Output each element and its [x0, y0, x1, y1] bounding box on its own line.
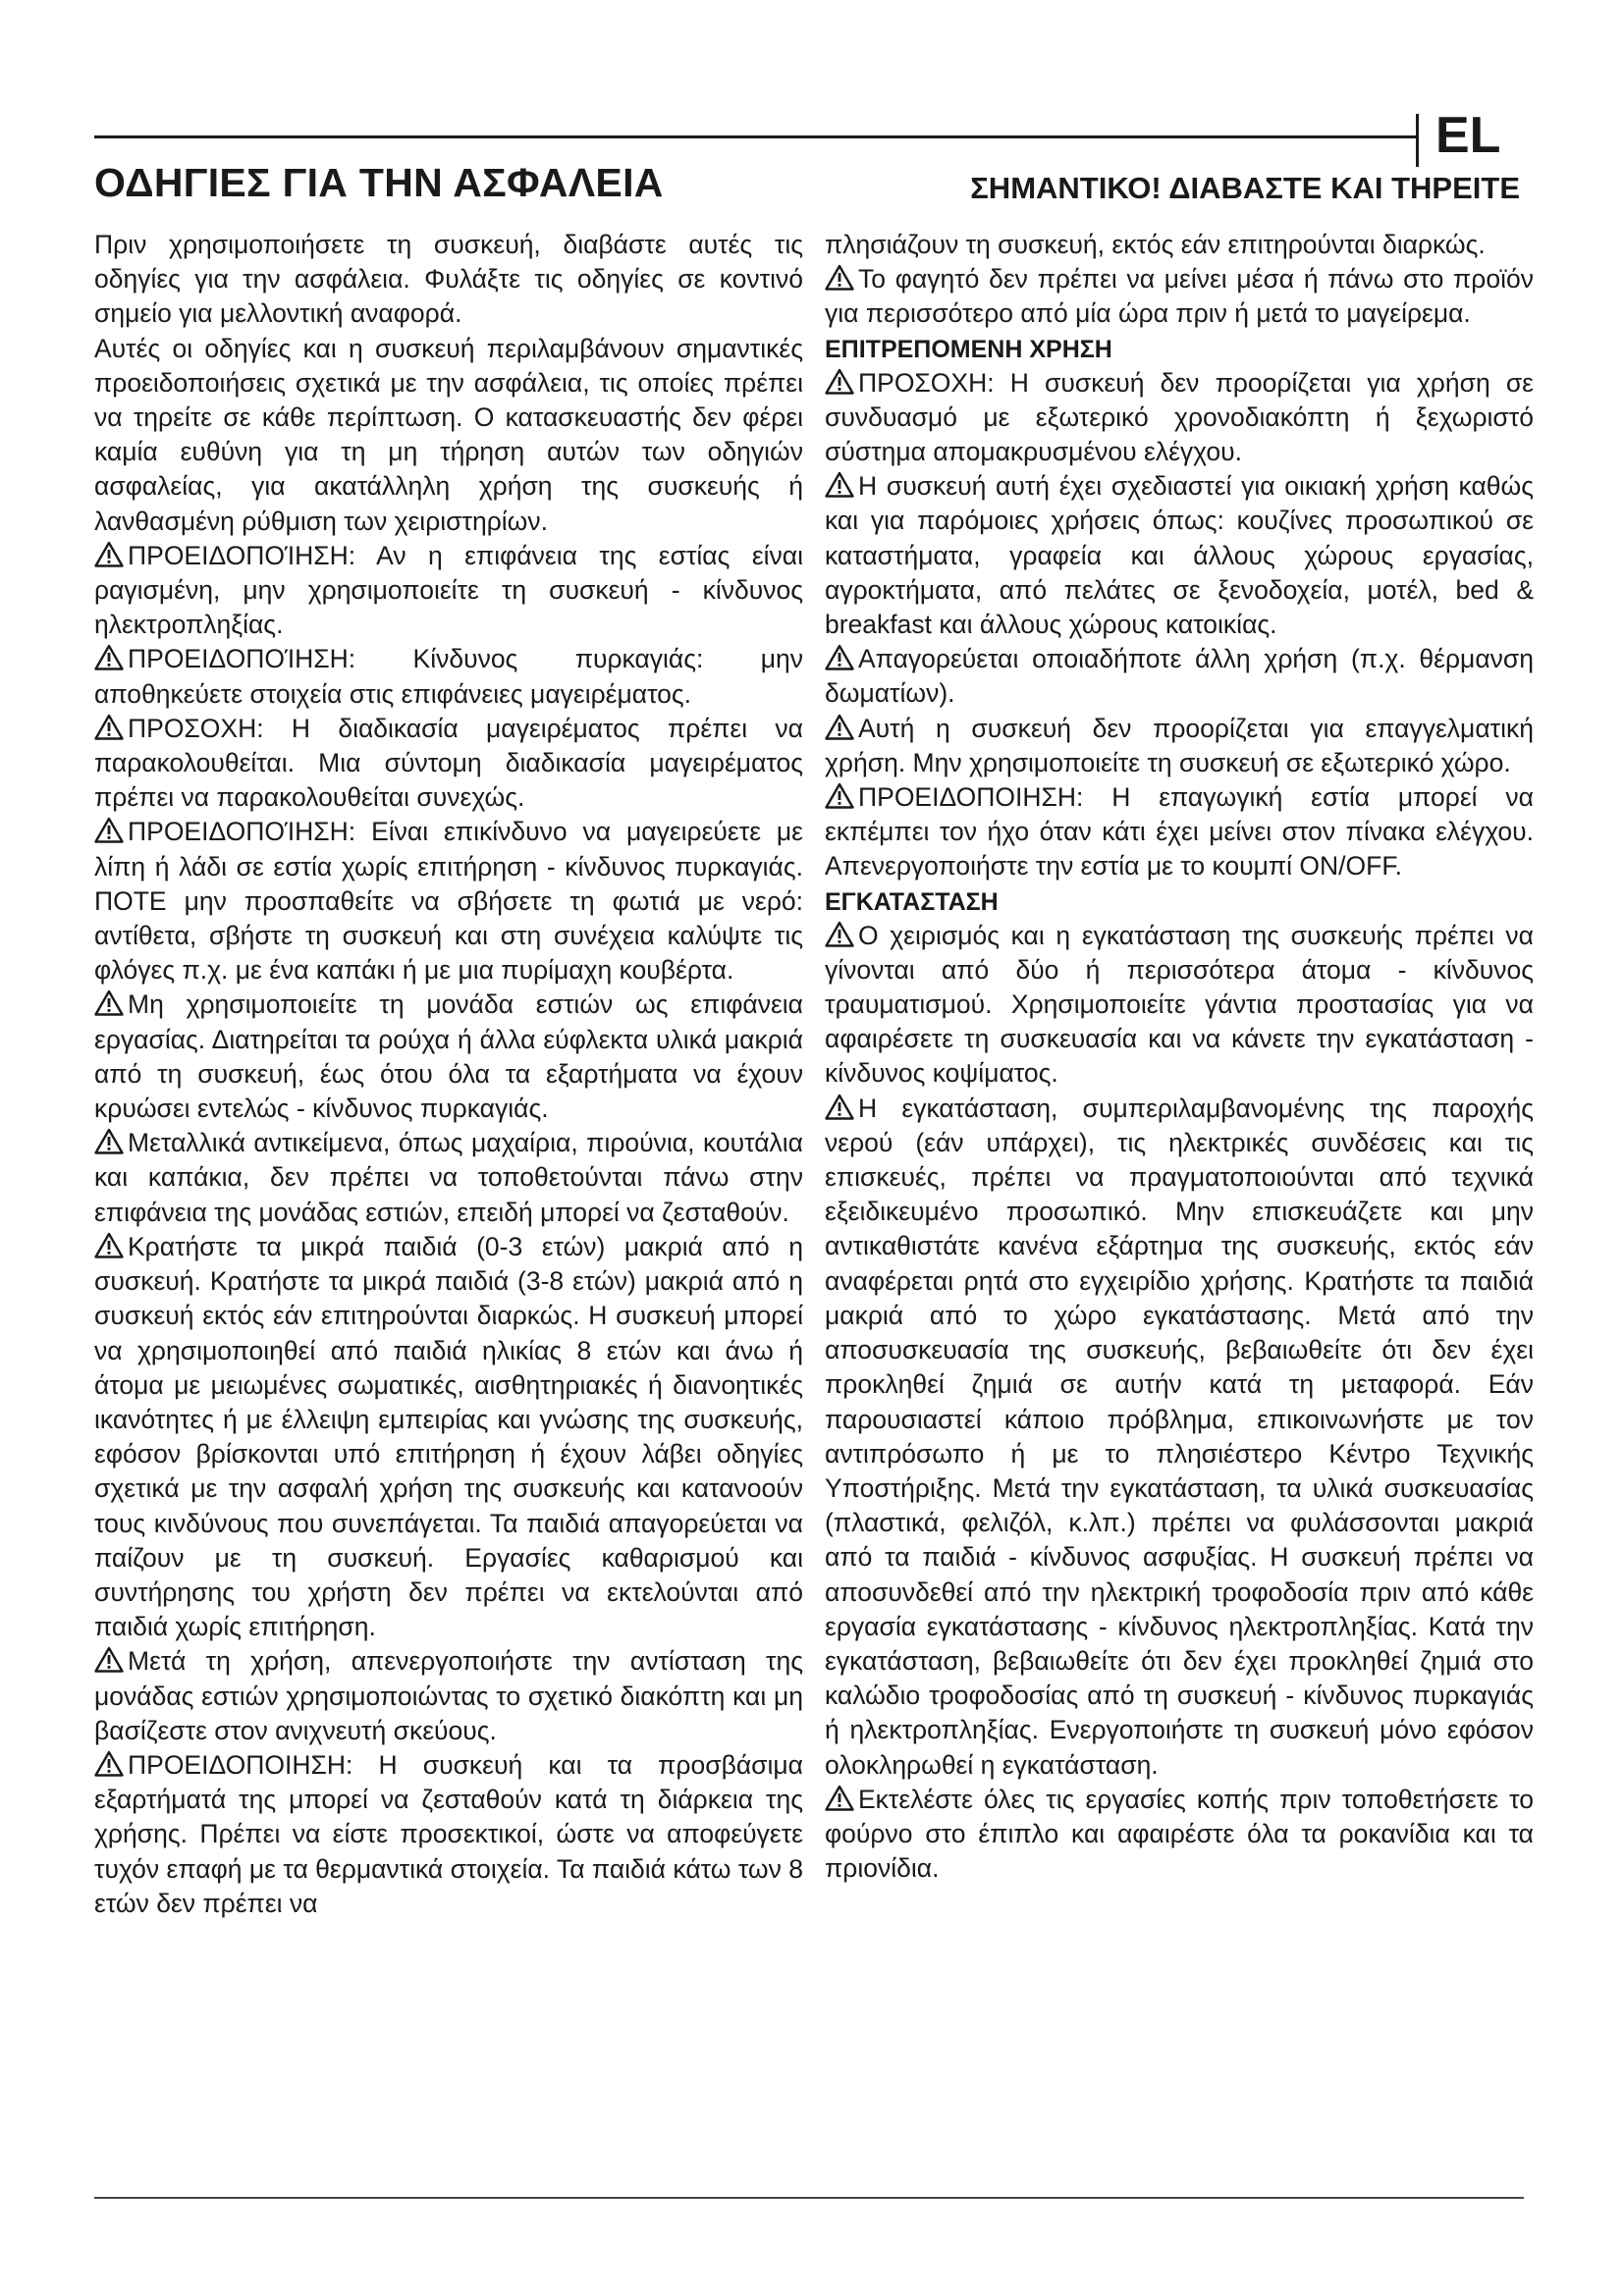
warning-after-use: Μετά τη χρήση, απενεργοποιήστε την αντίσταση της μονάδας εστιών χρησιμοποιώντας το σχετικό διακόπτη και μη βασίζεστε στον ανιχνευτή σκεύους.	[94, 1646, 803, 1745]
warning-icon	[94, 1232, 124, 1258]
warning-icon	[825, 1785, 854, 1811]
warning-icon	[94, 989, 124, 1016]
caution-external-timer: ΠΡΟΣΟΧΗ: Η συσκευή δεν προορίζεται για χρήση σε συνδυασμό με εξωτερικό χρονοδιακόπτη ή ξεχωριστό σύστημα απομακρυσμένου ελέγχου.	[825, 367, 1534, 467]
section-heading-installation: ΕΓΚΑΤΑΣΤΑΣΗ	[825, 887, 999, 916]
warning-icon	[825, 471, 854, 498]
warning-metal-objects: Μεταλλικά αντικείμενα, όπως μαχαίρια, πιρούνια, κουτάλια και καπάκια, δεν πρέπει να τοποθετούνται πάνω στην επιφάνεια της μονάδας εστιών, επειδή μπορεί να ζεσταθούν.	[94, 1128, 803, 1227]
responsibility-paragraph: Αυτές οι οδηγίες και η συσκευή περιλαμβάνουν σημαντικές προειδοποιήσεις σχετικά με την ασφάλεια, τις οποίες πρέπει να τηρείτε σε κάθε περίπτωση. Ο κατασκευαστής δεν φέρει καμία ευθύνη για τη μη τήρηση αυτών των οδηγιών ασφαλείας, για ακατάλληλη χρήση της συσκευής ή λανθασμένη ρύθμιση των χειριστηρίων.	[94, 333, 803, 536]
section-heading-permitted-use: ΕΠΙΤΡΕΠΟΜΕΝΗ ΧΡΗΣΗ	[825, 335, 1112, 363]
warning-handling: Ο χειρισμός και η εγκατάσταση της συσκευής πρέπει να γίνονται από δύο ή περισσότερα άτομα - κίνδυνος τραυματισμού. Χρησιμοποιείτε γάντια προστασίας για να αφαιρέσετε τη συσκευασία και να κάνετε την εγκατάσταση - κίνδυνος κοψίματος.	[825, 920, 1534, 1089]
warning-icon	[94, 541, 124, 567]
page-title: ΟΔΗΓΙΕΣ ΓΙΑ ΤΗΝ ΑΣΦΑΛΕΙΑ	[94, 160, 664, 205]
continuation-paragraph: πλησιάζουν τη συσκευή, εκτός εάν επιτηρούνται διαρκώς.	[825, 230, 1486, 259]
right-column	[825, 228, 1534, 1886]
warning-icon	[94, 644, 124, 670]
warning-icon	[825, 264, 854, 291]
warning-induction-sound: ΠΡΟΕΙΔΟΠΟΙΗΣΗ: Η επαγωγική εστία μπορεί να εκπέμπει τον ήχο όταν κάτι έχει μείνει στον πίνακα ελέγχου. Απενεργοποιήστε την εστία με το κουμπί ON/OFF.	[825, 782, 1534, 881]
warning-professional-use: Αυτή η συσκευή δεν προορίζεται για επαγγελματική χρήση. Μην χρησιμοποιείτε τη συσκευή σε εξωτερικό χώρο.	[825, 713, 1534, 777]
warning-work-surface: Μη χρησιμοποιείτε τη μονάδα εστιών ως επιφάνεια εργασίας. Διατηρείται τα ρούχα ή άλλα εύφλεκτα υλικά μακριά από τη συσκευή, έως ότου όλα τα εξαρτήματα να έχουν κρυώσει εντελώς - κίνδυνος πυρκαγιάς.	[94, 989, 803, 1124]
warning-icon	[825, 644, 854, 670]
warning-food-time: Το φαγητό δεν πρέπει να μείνει μέσα ή πάνω στο προϊόν για περισσότερο από μία ώρα πριν ή μετά το μαγείρεμα.	[825, 264, 1534, 329]
page-subtitle: ΣΗΜΑΝΤΙΚΟ! ΔΙΑΒΑΣΤΕ ΚΑΙ ΤΗΡΕΙΤΕ	[970, 171, 1520, 205]
language-divider	[1416, 114, 1419, 167]
warning-installation: Η εγκατάσταση, συμπεριλαμβανομένης της παροχής νερού (εάν υπάρχει), τις ηλεκτρικές συνδέσεις και τις επισκευές, πρέπει να πραγματοποιούνται από τεχνικά εξειδικευμένο προσωπικό. Μην επισκευάζετε και μην αντικαθιστάτε κανένα εξάρτημα της συσκευής, εκτός εάν αναφέρεται ρητά στο εγχειρίδιο χρήσης. Κρατήστε τα παιδιά μακριά από το χώρο εγκατάστασης. Μετά από την αποσυσκευασία της συσκευής, βεβαιωθείτε ότι δεν έχει προκληθεί ζημιά σε αυτήν κατά τη μεταφορά. Εάν παρουσιαστεί κάποιο πρόβλημα, επικοινωνήστε με τον αντιπρόσωπο ή με το πλησιέστερο Κέντρο Τεχνικής Υποστήριξης. Μετά την εγκατάσταση, τα υλικά συσκευασίας (πλαστικά, φελιζόλ, κ.λπ.) πρέπει να φυλάσσονται μακριά από τα παιδιά - κίνδυνος ασφυξίας. Η συσκευή πρέπει να αποσυνδεθεί από την ηλεκτρική τροφοδοσία πριν από κάθε εργασία εγκατάστασης - κίνδυνος ηλεκτροπληξίας. Κατά την εγκατάσταση, βεβαιωθείτε ότι δεν έχει προκληθεί ζημιά στο καλώδιο τροφοδοσίας από τη συσκευή - κίνδυνος πυρκαγιάς ή ηλεκτροπληξίας. Ενεργοποιήστε τη συσκευή μόνο εφόσον ολοκληρωθεί η εγκατάσταση.	[825, 1093, 1534, 1780]
warning-children: Κρατήστε τα μικρά παιδιά (0-3 ετών) μακριά από η συσκευή. Κρατήστε τα μικρά παιδιά (3-8 ετών) μακριά από η συσκευή εκτός εάν επιτηρούνται διαρκώς. Η συσκευή μπορεί να χρησιμοποιηθεί από παιδιά ηλικίας 8 ετών και άνω ή άτομα με μειωμένες σωματικές, αισθητηριακές ή διανοητικές ικανότητες ή με έλλειψη εμπειρίας και γνώσης της συσκευής, εφόσον βρίσκονται υπό επιτήρηση ή έχουν λάβει οδηγίες σχετικά με την ασφαλή χρήση της συσκευής και κατανοούν τους κινδύνους που συνεπάγεται. Τα παιδιά απαγορεύεται να παίζουν με τη συσκευή. Εργασίες καθαρισμού και συντήρησης του χρήστη δεν πρέπει να εκτελούνται από παιδιά χωρίς επιτήρηση.	[94, 1231, 803, 1642]
warning-icon	[94, 1646, 124, 1673]
left-column	[94, 228, 803, 1921]
footer-rule	[94, 2197, 1524, 2199]
warning-oil-fire: ΠΡΟΕΙΔΟΠΟΊΗΣΗ: Είναι επικίνδυνο να μαγειρεύετε με λίπη ή λάδι σε εστία χωρίς επιτήρηση - κίνδυνος πυρκαγιάς. ΠΟΤΕ μην προσπαθείτε να σβήσετε τη φωτιά με νερό: αντίθετα, σβήστε τη συσκευή και στη συνέχεια καλύψτε τις φλόγες π.χ. με ένα καπάκι ή με μια πυρίμαχη κουβέρτα.	[94, 817, 803, 986]
warning-icon	[825, 921, 854, 947]
caution-cooking-supervised: ΠΡΟΣΟΧΗ: Η διαδικασία μαγειρέματος πρέπει να παρακολουθείται. Μια σύντομη διαδικασία μαγειρέματος πρέπει να παρακολουθείται συνεχώς.	[94, 713, 803, 813]
warning-icon	[825, 714, 854, 740]
warning-cutting: Εκτελέστε όλες τις εργασίες κοπής πριν τοποθετήσετε το φούρνο στο έπιπλο και αφαιρέστε όλα τα ροκανίδια και τα πριονίδια.	[825, 1784, 1534, 1884]
warning-icon	[825, 782, 854, 809]
warning-icon	[94, 1128, 124, 1154]
warning-hot-parts: ΠΡΟΕΙΔΟΠΟΙΗΣΗ: Η συσκευή και τα προσβάσιμα εξαρτήματά της μπορεί να ζεσταθούν κατά τη διάρκεια της χρήσης. Πρέπει να είστε προσεκτικοί, ώστε να αποφεύγετε τυχόν επαφή με τα θερμαντικά στοιχεία. Τα παιδιά κάτω των 8 ετών δεν πρέπει να	[94, 1749, 803, 1918]
warning-household-use: Η συσκευή αυτή έχει σχεδιαστεί για οικιακή χρήση καθώς και για παρόμοιες χρήσεις όπως: κουζίνες προσωπικού σε καταστήματα, γραφεία και άλλους χώρους εργασίας, αγροκτήματα, από πελάτες σε ξενοδοχεία, μοτέλ, bed & breakfast και άλλους χώρους κατοικίας.	[825, 471, 1534, 640]
intro-paragraph: Πριν χρησιμοποιήσετε τη συσκευή, διαβάστε αυτές τις οδηγίες για την ασφάλεια. Φυλάξτε τις οδηγίες σε κοντινό σημείο για μελλοντική αναφορά.	[94, 230, 803, 329]
warning-other-use: Απαγορεύεται οποιαδήποτε άλλη χρήση (π.χ. θέρμανση δωματίων).	[825, 644, 1534, 709]
header-rule	[94, 135, 1416, 138]
warning-icon	[825, 1094, 854, 1120]
warning-cracked-surface: ΠΡΟΕΙΔΟΠΟΊΗΣΗ: Αν η επιφάνεια της εστίας είναι ραγισμένη, μην χρησιμοποιείτε τη συσκευή - κίνδυνος ηλεκτροπληξίας.	[94, 540, 803, 640]
warning-fire-storage: ΠΡΟΕΙΔΟΠΟΊΗΣΗ: Κίνδυνος πυρκαγιάς: μην αποθηκεύετε στοιχεία στις επιφάνειες μαγειρέματος.	[94, 644, 803, 709]
warning-icon	[94, 714, 124, 740]
language-code: EL	[1435, 107, 1501, 164]
warning-icon	[825, 368, 854, 395]
warning-icon	[94, 817, 124, 843]
warning-icon	[94, 1750, 124, 1777]
